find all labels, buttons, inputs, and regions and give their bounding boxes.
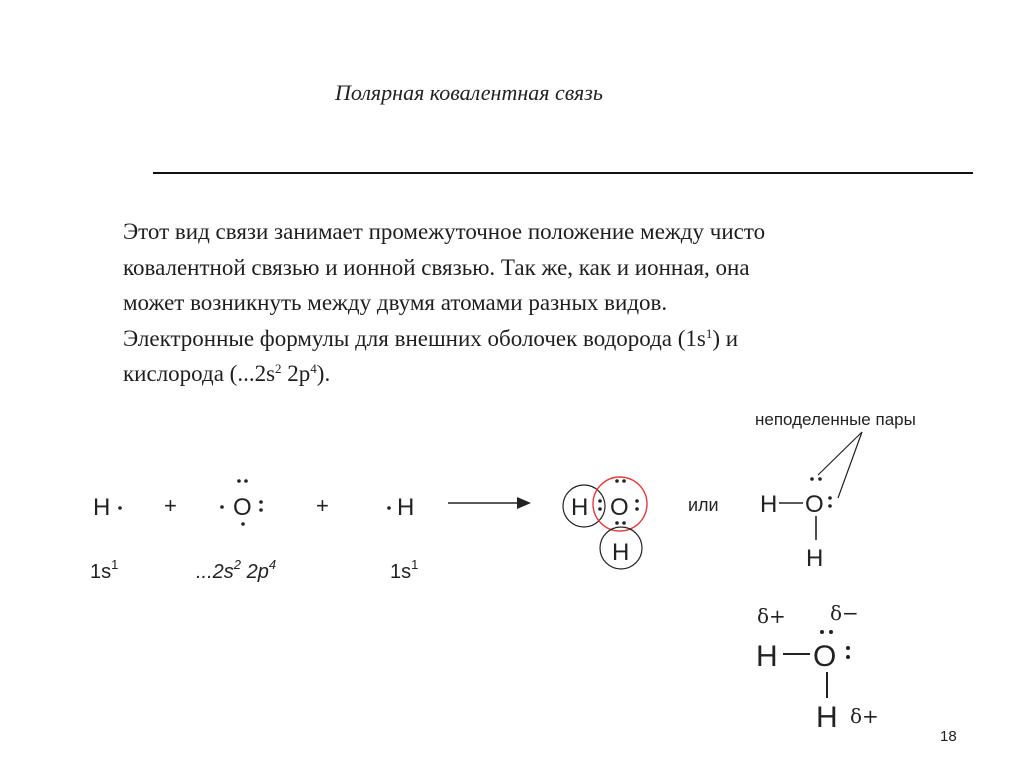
structure-hydrogen-bottom: H xyxy=(806,545,824,572)
plus-sign-1: + xyxy=(164,493,177,518)
electron-dot xyxy=(220,505,224,509)
electron-dot xyxy=(828,496,832,500)
polar-hydrogen-bottom: H xyxy=(816,701,838,734)
config-o-prefix: ...2s xyxy=(196,561,234,583)
electron-dot xyxy=(241,522,245,526)
electron-dot xyxy=(635,507,639,511)
lone-pair-pointer-1 xyxy=(818,432,862,475)
paragraph-line-5-end: ). xyxy=(316,361,331,386)
electron-dot xyxy=(615,521,619,525)
partial-charge-oxygen: δ− xyxy=(830,601,859,625)
reactant-hydrogen-left: H xyxy=(93,494,111,521)
electron-dot xyxy=(259,500,263,504)
lone-pairs-label: неподеленные пары xyxy=(755,410,916,429)
structure-hydrogen-left: H xyxy=(760,491,778,518)
oxygen-p-exponent: 4 xyxy=(310,361,317,376)
paragraph-line-4-end: ) и xyxy=(712,325,739,351)
electron-dot xyxy=(598,499,602,503)
electron-dot xyxy=(846,655,850,659)
polar-hydrogen-left: H xyxy=(756,640,778,673)
config-o-mid: 2p xyxy=(241,561,269,583)
partial-charge-h-left: δ+ xyxy=(757,604,786,628)
reactant-hydrogen-right: H xyxy=(397,494,415,521)
config-o-exp1: 2 xyxy=(233,557,242,572)
electron-dot xyxy=(598,507,602,511)
config-h-base: 1s xyxy=(390,561,412,583)
partial-charge-h-bottom: δ+ xyxy=(850,704,879,728)
hydrogen-exponent: 1 xyxy=(705,325,713,341)
config-hydrogen-left xyxy=(90,557,118,583)
electron-dot xyxy=(259,508,263,512)
config-oxygen xyxy=(196,557,276,583)
page-number: 18 xyxy=(940,728,957,745)
electron-dot xyxy=(818,477,822,481)
slide-title: Полярная ковалентная связь xyxy=(335,80,603,105)
structure-oxygen: O xyxy=(805,491,824,518)
paragraph-line-2: ковалентной связью и ионной связью. Так же, как и ионная, она xyxy=(123,254,750,280)
reactant-oxygen: O xyxy=(233,494,252,521)
electron-dot xyxy=(635,499,639,503)
paragraph-line-3: может возникнуть между двумя атомами разных видов. xyxy=(123,290,668,315)
config-h-base: 1s xyxy=(90,561,112,583)
electron-dot xyxy=(828,504,832,508)
paragraph-line-1: Этот вид связи занимает промежуточное положение между чисто xyxy=(123,219,766,244)
polar-oxygen: O xyxy=(813,640,837,673)
electron-dot xyxy=(387,506,391,510)
electron-dot xyxy=(820,630,824,634)
electron-dot xyxy=(810,477,814,481)
electron-dot xyxy=(829,630,833,634)
or-label: или xyxy=(688,495,719,515)
config-h-exp: 1 xyxy=(411,557,419,572)
config-hydrogen-right xyxy=(390,557,418,583)
plus-sign-2: + xyxy=(316,493,329,518)
electron-dot xyxy=(244,479,248,483)
reaction-arrow-head xyxy=(517,497,531,509)
product-hydrogen-bottom: H xyxy=(612,539,630,566)
electron-dot xyxy=(622,521,626,525)
product-oxygen: O xyxy=(610,494,629,521)
electron-dot xyxy=(615,479,619,483)
electron-dot xyxy=(237,479,241,483)
paragraph-line-5-text: кислорода (...2s xyxy=(123,361,276,386)
oxygen-s-exponent: 2 xyxy=(275,361,282,376)
config-h-exp: 1 xyxy=(111,557,119,572)
product-hydrogen-left: H xyxy=(571,494,589,521)
paragraph-line-5-mid: 2p xyxy=(281,361,311,386)
electron-dot xyxy=(846,646,850,650)
lone-pair-pointer-2 xyxy=(838,432,862,498)
electron-dot xyxy=(622,479,626,483)
config-o-exp2: 4 xyxy=(268,557,277,572)
electron-dot xyxy=(118,506,122,510)
paragraph-line-4-text: Электронные формулы для внешних оболочек водорода (1s xyxy=(123,325,706,351)
